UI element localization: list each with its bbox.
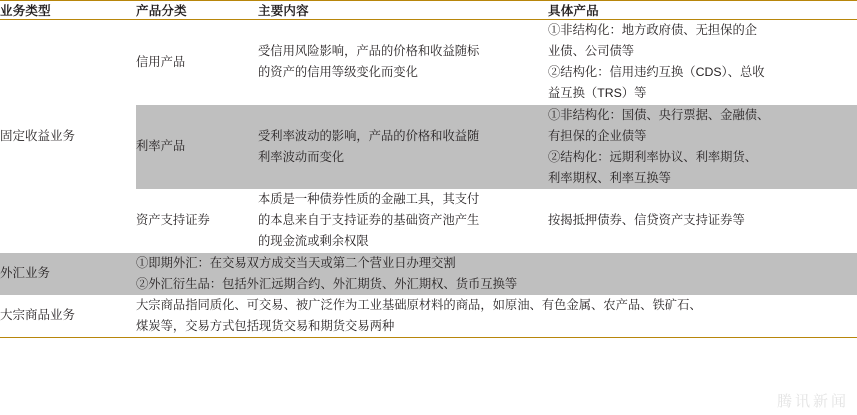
cell-commodities-content — [136, 295, 857, 338]
table-header — [0, 1, 857, 20]
cell-main-content-interest-rate — [258, 105, 548, 190]
text-line: ①非结构化：国债、央行票据、金融债、 — [548, 107, 770, 122]
cell-product-category-credit: 信用产品 — [136, 54, 186, 69]
cell-main-content-credit — [258, 20, 548, 105]
text-line: 有担保的企业债等 — [548, 128, 647, 143]
table-row — [0, 20, 857, 105]
text-line: 大宗商品指同质化、可交易、被广泛作为工业基础原材料的商品，如原油、有色金属、农产品、铁矿石、 — [136, 297, 702, 312]
column-header-business-type: 业务类型 — [0, 4, 51, 18]
column-header-specific-products: 具体产品 — [548, 4, 599, 18]
text-line: ②结构化：远期利率协议、利率期货、 — [548, 149, 758, 164]
table-body — [0, 20, 857, 338]
cell-forex-content — [136, 253, 857, 295]
text-line: 益互换（TRS）等 — [548, 86, 647, 101]
text-line: 按揭抵押债券、信贷资产支持证券等 — [548, 213, 745, 228]
text-line: 利率期权、利率互换等 — [548, 170, 671, 185]
text-line: 的现金流或剩余权限 — [258, 234, 369, 249]
table-header-row — [0, 1, 857, 20]
text-line: 的本息来自于支持证券的基础资产池产生 — [258, 213, 480, 228]
text-line: 业债、公司债等 — [548, 44, 635, 59]
text-line: ①非结构化：地方政府债、无担保的企 — [548, 23, 758, 37]
text-line: 本质是一种债券性质的金融工具，其支付 — [258, 192, 480, 207]
cell-business-type-forex: 外汇业务 — [0, 253, 136, 295]
cell-business-type-fixed-income: 固定收益业务 — [0, 128, 76, 143]
cell-specific-products-credit — [548, 20, 857, 105]
cell-specific-products-interest-rate — [548, 105, 857, 190]
text-line: 煤炭等，交易方式包括现货交易和期货交易两种 — [136, 318, 395, 333]
cell-main-content-abs — [258, 189, 548, 252]
cell-specific-products-abs — [548, 189, 857, 252]
cell-product-category-abs: 资产支持证券 — [136, 213, 210, 228]
watermark-text: 腾讯新闻 — [776, 393, 849, 410]
table-row — [0, 253, 857, 295]
column-header-product-category: 产品分类 — [136, 4, 187, 18]
text-line: ②结构化：信用违约互换（CDS）、总收 — [548, 65, 765, 80]
text-line: ②外汇衍生品：包括外汇远期合约、外汇期货、外汇期权、货币互换等 — [136, 276, 518, 291]
cell-business-type-commodities: 大宗商品业务 — [0, 295, 136, 338]
text-line: ①即期外汇：在交易双方成交当天或第二个营业日办理交割 — [136, 255, 456, 270]
table-row — [0, 295, 857, 338]
text-line: 利率波动而变化 — [258, 149, 345, 164]
text-line: 受利率波动的影响，产品的价格和收益随 — [258, 128, 480, 143]
text-line: 受信用风险影响，产品的价格和收益随标 — [258, 44, 480, 59]
column-header-main-content: 主要内容 — [258, 4, 309, 18]
text-line: 的资产的信用等级变化而变化 — [258, 65, 418, 80]
cell-product-category-interest-rate: 利率产品 — [136, 105, 258, 190]
